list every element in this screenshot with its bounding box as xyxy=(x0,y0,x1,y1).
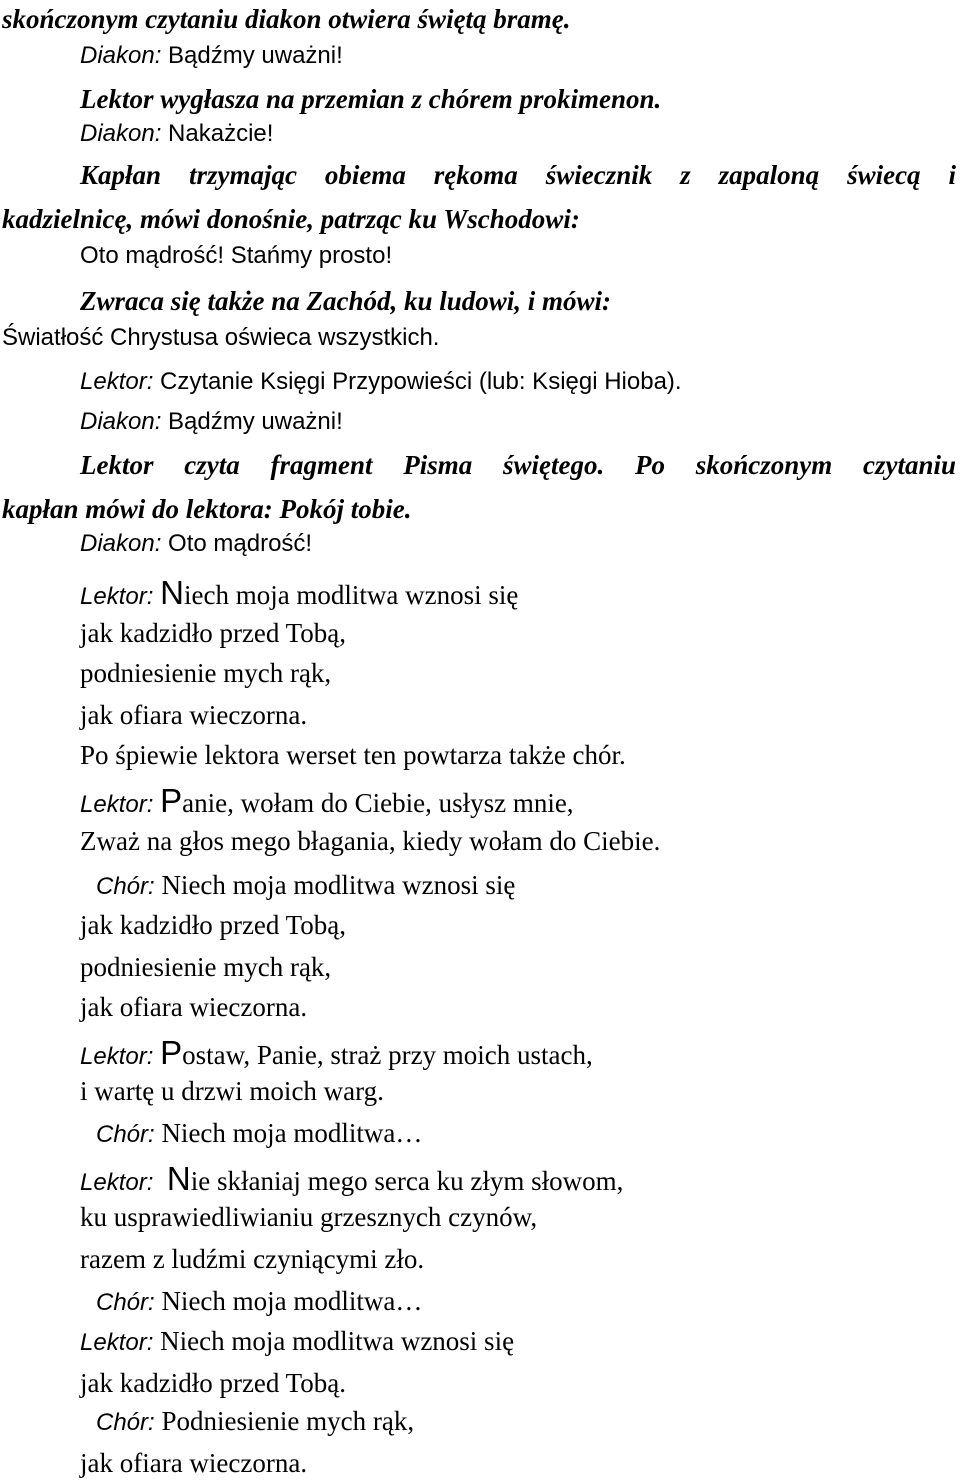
text-line xyxy=(2,206,580,233)
line-text: Bądźmy uważni! xyxy=(161,408,343,435)
text-line xyxy=(80,410,343,434)
line-text: Światłość Chrystusa oświeca wszystkich. xyxy=(2,324,440,351)
text-line xyxy=(80,954,331,981)
line-text: ku usprawiedliwianiu grzesznych czynów, xyxy=(80,1202,538,1232)
line-text xyxy=(153,1166,167,1196)
line-text: jak ofiara wieczorna. xyxy=(80,1448,308,1478)
speaker-label: Chór: xyxy=(96,873,155,900)
text-line xyxy=(80,828,660,855)
line-text: anie, wołam do Ciebie, usłysz mnie, xyxy=(182,788,574,818)
speaker-label: Lektor: xyxy=(80,368,154,395)
text-line xyxy=(80,702,307,729)
line-text: podniesienie mych rąk, xyxy=(80,952,332,982)
line-text: Niech moja modlitwa… xyxy=(154,1118,423,1148)
line-text: ostaw, Panie, straż przy moich ustach, xyxy=(182,1040,593,1070)
line-text: iech moja modlitwa wznosi się xyxy=(183,580,519,610)
rubric-text: Zwraca się także na Zachód, ku ludowi, i mówi: xyxy=(80,286,612,316)
text-line xyxy=(80,452,956,479)
text-line xyxy=(2,6,571,33)
text-line xyxy=(80,288,611,315)
line-text: Oto mądrość! Stańmy prosto! xyxy=(80,242,393,269)
rubric-text: skończonym czytaniu diakon otwiera świętą bramę. xyxy=(2,4,571,34)
line-text: i wartę u drzwi moich warg. xyxy=(80,1076,384,1106)
rubric-text: Lektor czyta fragment Pisma świętego. Po skończonym czytaniu xyxy=(80,450,956,480)
text-line xyxy=(80,44,343,68)
speaker-label: Lektor: xyxy=(80,791,154,818)
text-line xyxy=(80,86,661,113)
line-text: razem z ludźmi czyniącymi zło. xyxy=(80,1244,425,1274)
text-line xyxy=(80,122,273,146)
text-line xyxy=(2,326,439,350)
line-text: ie skłaniaj mego serca ku złym słowom, xyxy=(190,1166,624,1196)
speaker-label: Chór: xyxy=(96,1289,155,1316)
speaker-label: Lektor: xyxy=(80,1043,154,1070)
line-text: jak ofiara wieczorna. xyxy=(80,992,308,1022)
rubric-text: kapłan mówi do lektora: Pokój tobie. xyxy=(2,494,412,524)
speaker-label: Lektor: xyxy=(80,583,154,610)
line-text: N xyxy=(166,1160,191,1197)
line-text: Po śpiewie lektora werset ten powtarza także chór. xyxy=(80,740,626,770)
text-line xyxy=(80,660,331,687)
speaker-label: Diakon: xyxy=(80,408,162,435)
text-line xyxy=(80,1036,593,1069)
text-line xyxy=(80,1162,623,1195)
line-text: N xyxy=(160,574,184,611)
text-line xyxy=(80,370,682,394)
speaker-label: Diakon: xyxy=(80,530,162,557)
speaker-label: Lektor: xyxy=(80,1329,154,1356)
text-line xyxy=(96,1288,422,1315)
text-line xyxy=(80,912,346,939)
rubric-text: Lektor wygłasza na przemian z chórem prokimenon. xyxy=(80,84,662,114)
text-line xyxy=(2,496,412,523)
text-line xyxy=(80,162,956,189)
line-text: P xyxy=(160,1034,183,1071)
text-line xyxy=(80,742,626,769)
line-text: Nakażcie! xyxy=(161,120,274,147)
rubric-text: Kapłan trzymając obiema rękoma świecznik z zapaloną świecą i xyxy=(80,160,956,190)
text-line xyxy=(80,1078,384,1105)
speaker-label: Chór: xyxy=(96,1121,155,1148)
line-text: Oto mądrość! xyxy=(161,530,313,557)
line-text: Bądźmy uważni! xyxy=(161,42,343,69)
speaker-label: Lektor: xyxy=(80,1169,154,1196)
text-line xyxy=(80,1450,307,1477)
line-text: podniesienie mych rąk, xyxy=(80,658,332,688)
text-line xyxy=(80,244,392,268)
text-line xyxy=(96,1120,422,1147)
text-line xyxy=(80,784,574,817)
speaker-label: Chór: xyxy=(96,1409,155,1436)
line-text: Czytanie Księgi Przypowieści (lub: Księgi Hioba). xyxy=(153,368,682,395)
line-text: jak kadzidło przed Tobą, xyxy=(80,618,347,648)
speaker-label: Diakon: xyxy=(80,120,162,147)
line-text: P xyxy=(160,782,183,819)
text-line xyxy=(80,576,518,609)
line-text: jak kadzidło przed Tobą. xyxy=(80,1368,347,1398)
line-text: jak ofiara wieczorna. xyxy=(80,700,308,730)
line-text: jak kadzidło przed Tobą, xyxy=(80,910,347,940)
line-text: Niech moja modlitwa wznosi się xyxy=(153,1326,515,1356)
text-line xyxy=(80,1370,346,1397)
line-text: Niech moja modlitwa wznosi się xyxy=(154,870,516,900)
speaker-label: Diakon: xyxy=(80,42,162,69)
line-text: Podniesienie mych rąk, xyxy=(154,1406,415,1436)
line-text: Niech moja modlitwa… xyxy=(154,1286,423,1316)
text-line xyxy=(80,532,312,556)
text-line xyxy=(80,994,307,1021)
line-text: Zważ na głos mego błagania, kiedy wołam do Ciebie. xyxy=(80,826,661,856)
rubric-text: kadzielnicę, mówi donośnie, patrząc ku Wschodowi: xyxy=(2,204,580,234)
text-line xyxy=(80,1246,424,1273)
text-line xyxy=(96,872,515,899)
text-line xyxy=(80,1328,514,1355)
text-line xyxy=(80,620,346,647)
text-line xyxy=(96,1408,414,1435)
text-line xyxy=(80,1204,537,1231)
